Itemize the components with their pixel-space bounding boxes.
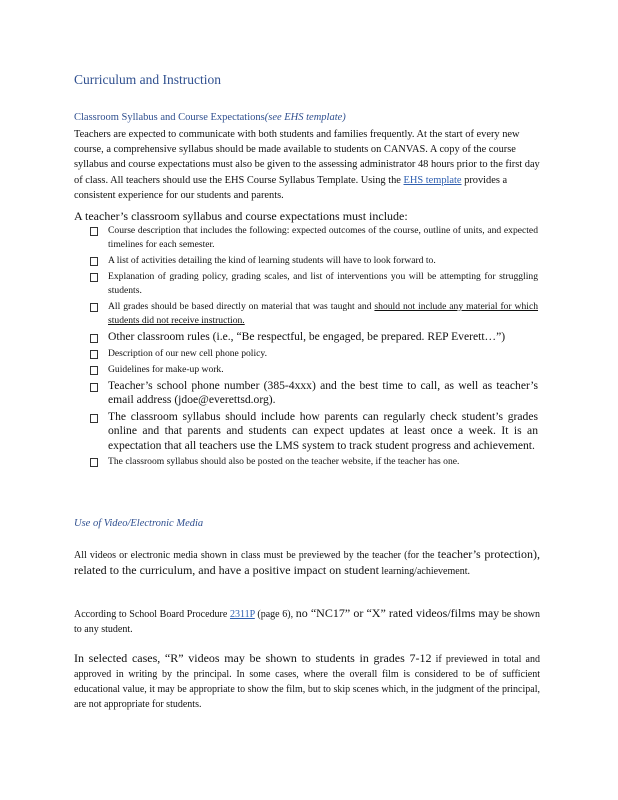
list-item: The classroom syllabus should include how parents can regularly check student’s grades online and that parents and students can expect updates at least once a week. It is an expectation that all teachers use the LMS system to track student progress and achievement. — [90, 410, 538, 454]
list-item: A list of activities detailing the kind of learning students will have to look forward to. — [90, 254, 538, 268]
checkbox-bullet-icon — [90, 303, 98, 312]
list-item: Guidelines for make-up work. — [90, 363, 538, 377]
checkbox-bullet-icon — [90, 414, 98, 423]
list-item: Course description that includes the following: expected outcomes of the course, outline of units, and expected timelines for each semester. — [90, 224, 538, 252]
media-heading: Use of Video/Electronic Media — [74, 518, 204, 529]
media-paragraph-3: In selected cases, “R” videos may be shown to students in grades 7-12 if previewed in total and approved in writing by the principal. In some cases, where the overall film is considered to be of sufficient educational value, it may be appropriate to show the film, but to skip scenes which, in the judgment of the principal, are not appropriate for students. — [74, 651, 540, 710]
syllabus-heading-note: (see EHS template) — [264, 112, 346, 123]
media-paragraph-2: According to School Board Procedure 2311P (page 6), no “NC17” or “X” rated videos/films may be shown to any student. — [74, 606, 540, 635]
checkbox-bullet-icon — [90, 458, 98, 467]
checkbox-bullet-icon — [90, 334, 98, 343]
checkbox-bullet-icon — [90, 366, 98, 375]
page-title: Curriculum and Instruction — [74, 72, 221, 87]
intro-text: Teachers are expected to communicate with both students and families frequently. At the start of every new course, a comprehensive syllabus should be made available to students on CANVAS. A copy of the course syllabus and course expectations must also be given to the assessing administrator 48 hours prior to the first day of class. All teachers should use the EHS Course Syllabus Template. Using the — [74, 129, 540, 186]
list-item: All grades should be based directly on material that was taught and should not include any material for which students did not receive instruction. — [90, 300, 538, 328]
list-item: Teacher’s school phone number (385-4xxx) and the best time to call, as well as teacher’s email address (jdoe@everettsd.org). — [90, 379, 538, 408]
syllabus-intro — [74, 127, 546, 203]
syllabus-requirements-list — [90, 224, 538, 471]
checkbox-bullet-icon — [90, 257, 98, 266]
procedure-2311p-link[interactable]: 2311P — [229, 609, 255, 620]
list-item: Other classroom rules (i.e., “Be respectful, be engaged, be prepared. REP Everett…”) — [90, 330, 538, 345]
must-include-heading: A teacher’s classroom syllabus and course expectations must include: — [74, 209, 408, 223]
checkbox-bullet-icon — [90, 383, 98, 392]
list-item: Description of our new cell phone policy. — [90, 347, 538, 361]
media-paragraph-1: All videos or electronic media shown in class must be previewed by the teacher (for the teacher’s protection), related to the curriculum, and have a positive impact on student learning/achievement. — [74, 547, 541, 577]
checkbox-bullet-icon — [90, 350, 98, 359]
checkbox-bullet-icon — [90, 273, 98, 282]
list-item: Explanation of grading policy, grading scales, and list of interventions you will be attempting for struggling students. — [90, 270, 538, 298]
underlined-text: should not include any material for which students did not receive instruction. — [108, 301, 539, 326]
syllabus-heading — [74, 112, 346, 123]
ehs-template-link[interactable]: EHS template — [403, 174, 462, 186]
intro-end: provides a consistent experience for our students and parents. — [74, 174, 508, 201]
syllabus-heading-text: Classroom Syllabus and Course Expectations — [74, 112, 265, 123]
list-item: The classroom syllabus should also be posted on the teacher website, if the teacher has one. — [90, 455, 538, 469]
checkbox-bullet-icon — [90, 227, 98, 236]
